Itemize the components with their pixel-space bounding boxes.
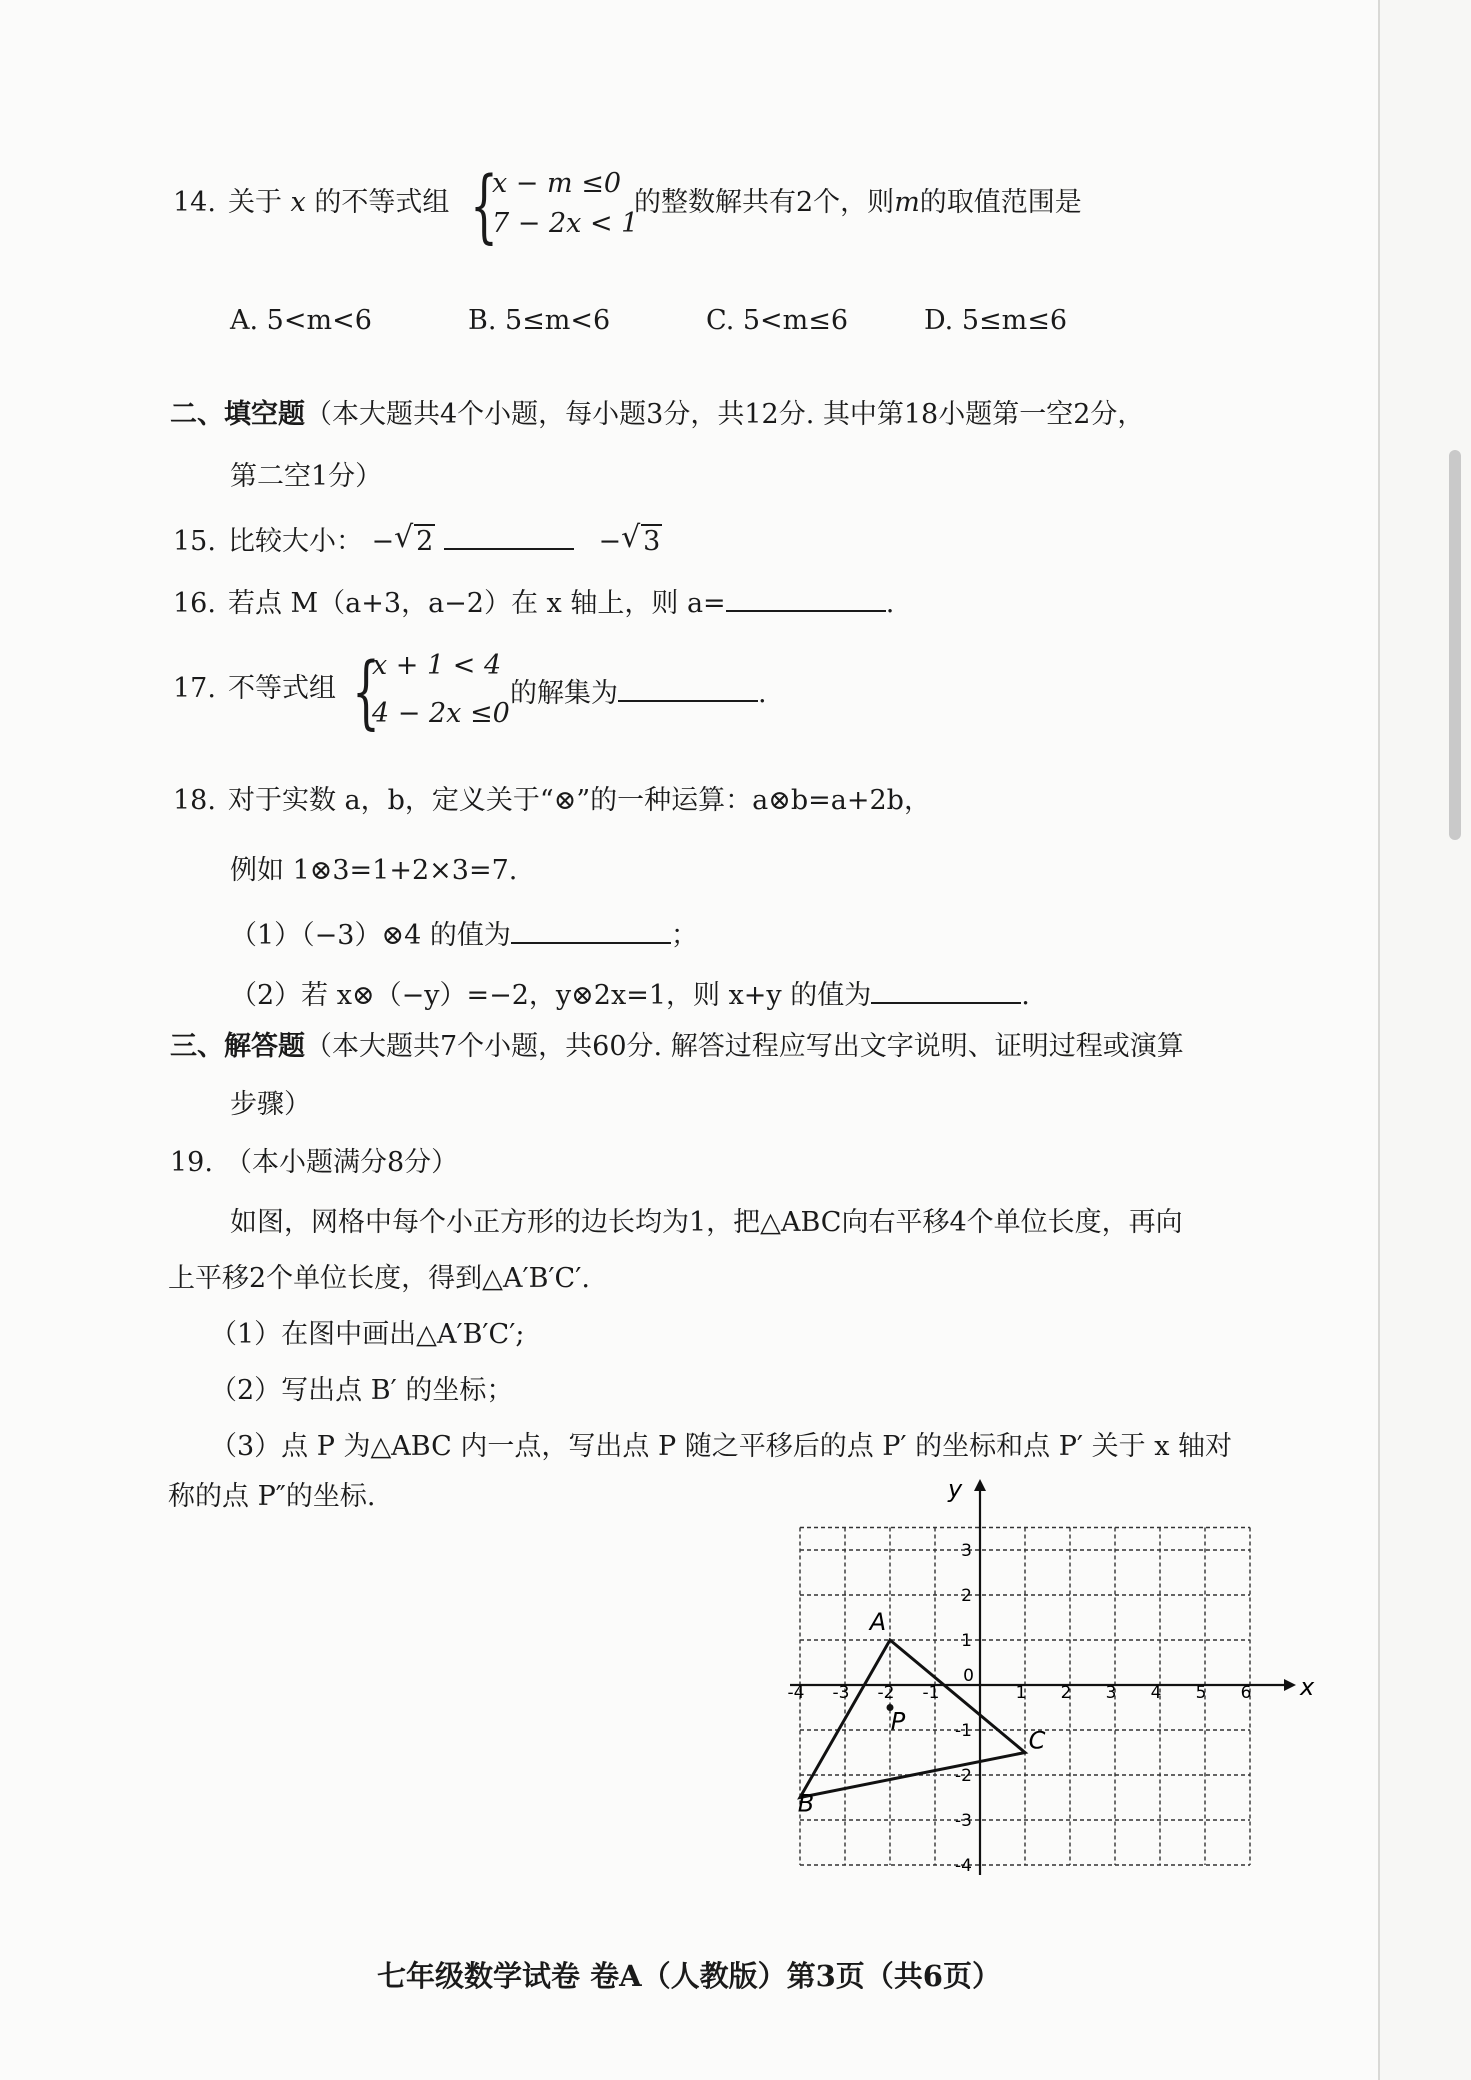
point-label-b: B	[797, 1789, 815, 1818]
q16: 16. 若点 M（a+3，a−2）在 x 轴上，则 a= .	[173, 582, 894, 621]
q14-option-d: D. 5≤m≤6	[924, 305, 1068, 336]
q17-answer-blank[interactable]	[618, 672, 758, 702]
q15-answer-blank[interactable]	[444, 520, 574, 550]
q19-part2: （2）写出点 B′ 的坐标；	[210, 1375, 514, 1406]
q14-option-b: B. 5≤m<6	[468, 305, 611, 336]
tick-labels	[788, 1541, 1252, 1876]
x-axis-arrow-icon	[1284, 1679, 1296, 1691]
coordinate-grid-figure	[787, 1475, 1315, 1895]
q17-tail: 的解集为 .	[510, 672, 767, 711]
y-tick-label: -2	[955, 1766, 972, 1786]
scrollbar-thumb[interactable]	[1449, 450, 1461, 840]
q18-part1: （1）（−3）⊗4 的值为 ；	[230, 914, 698, 953]
sqrt-2: √ 2	[394, 520, 434, 557]
y-axis-label: y	[948, 1475, 963, 1503]
q19-para1: 如图，网格中每个小正方形的边长均为1，把△ABC向右平移4个单位长度，再向	[230, 1207, 1183, 1238]
y-tick-label: 1	[961, 1631, 972, 1651]
x-tick-label: 3	[1105, 1683, 1117, 1703]
q14-stem: 14. 关于 x 的不等式组	[173, 187, 450, 218]
point-label-p: P	[890, 1707, 906, 1736]
section2-header: 二、填空题（本大题共4个小题，每小题3分，共12分. 其中第18小题第一空2分，	[170, 399, 1145, 430]
x-tick-label: -3	[832, 1683, 850, 1703]
y-tick-label: -3	[955, 1811, 972, 1831]
y-tick-label: 2	[961, 1586, 972, 1606]
point-label-c: C	[1028, 1726, 1046, 1755]
q16-answer-blank[interactable]	[726, 582, 886, 612]
q15: 15. 比较大小： − √ 2 − √ 3	[173, 520, 661, 557]
q17-stem: 17. 不等式组	[173, 673, 336, 704]
y-tick-label: 3	[961, 1541, 972, 1561]
q19-part3-cont: 称的点 P″的坐标.	[168, 1481, 376, 1512]
y-tick-label: -4	[955, 1856, 972, 1876]
x-tick-label: -4	[787, 1683, 805, 1703]
q19-para2: 上平移2个单位长度，得到△A′B′C′.	[168, 1263, 590, 1294]
q19-header: 19. （本小题满分8分）	[170, 1147, 459, 1178]
q14-options	[230, 304, 1067, 338]
section2-header-cont: 第二空1分）	[230, 461, 383, 492]
triangle-outline	[800, 1640, 1025, 1798]
x-tick-label: -1	[922, 1683, 940, 1703]
q14-tail: 的整数解共有2个，则m的取值范围是	[634, 187, 1082, 218]
x-tick-label: 6	[1240, 1683, 1252, 1703]
sqrt-3: √ 3	[621, 520, 661, 557]
x-tick-label: 2	[1060, 1683, 1072, 1703]
section3-header-cont: 步骤）	[230, 1089, 311, 1120]
q18-part2: （2）若 x⊗（−y）=−2，y⊗2x=1，则 x+y 的值为 .	[230, 974, 1030, 1013]
q18-example: 例如 1⊗3=1+2×3=7.	[230, 855, 518, 886]
q19-part3: （3）点 P 为△ABC 内一点，写出点 P 随之平移后的点 P′ 的坐标和点 P′ 关于 x 轴对	[210, 1431, 1233, 1462]
x-tick-label: 4	[1150, 1683, 1162, 1703]
origin-label: 0	[963, 1666, 974, 1686]
x-tick-label: 1	[1015, 1683, 1027, 1703]
q18-part1-blank[interactable]	[511, 914, 671, 944]
section3-header: 三、解答题（本大题共7个小题，共60分. 解答过程应写出文字说明、证明过程或演算	[170, 1031, 1184, 1062]
page-footer: 七年级数学试卷 卷A（人教版）第3页（共6页）	[377, 1959, 1001, 1993]
page-edge	[1378, 0, 1380, 2080]
point-label-a: A	[869, 1608, 887, 1636]
q19-part1: （1）在图中画出△A′B′C′;	[210, 1319, 525, 1350]
x-axis-label: x	[1300, 1673, 1315, 1701]
q14-option-a: A. 5<m<6	[230, 305, 372, 336]
q18-part2-blank[interactable]	[871, 974, 1021, 1004]
exam-page: 14. 关于 x 的不等式组 { x − m ≤0 7 − 2x < 1 的整数解共有2个，则m的取值范围是 A. 5<m<6 B. 5≤m<6 C. 5<m≤6 D. 5≤m≤6 二、填空题（本大题共4个小题，每小题3分，共12分. 其中第18小题第一空2分， 第二空1分） 15. 比较大小： − √ 2 − √ 3 16. 若点 M（a+3，a−2）在 x 轴上，则 a= . 17. 不等式组 { x + 1 < 4 4 − 2x ≤0 的解集为 . 18. 对于实数 a，b，定义关于“⊗”的一种运算：a⊗b=a+2b， 例如 1⊗3=1+2×3=7. （1）（−3）⊗4 的值为 ； （2）若 x⊗（−y）=−2，y⊗2x=1，则 x+y 的值为 . 三、解答题（本大题共7个小题，共60分. 解答过程应写出文字说明、证明过程或演算 步骤） 19. （本小题满分8分） 如图，网格中每个小正方形的边长均为1，把△ABC向右平移4个单位长度，再向 上平移2个单位长度，得到△A′B′C′. （1）在图中画出△A′B′C′; （2）写出点 B′ 的坐标； （3）点 P 为△ABC 内一点，写出点 P 随之平移后的点 P′ 的坐标和点 P′ 关于 x 轴对 称的点 P″的坐标. x y 0 -4 -3 -2 -1 1 2 3 4 5 6 3 2 1 -1 -2 -3 -4 A B C P 七年级数学试卷 卷A（人教版）第3页（共6页）	[0, 0, 1378, 2080]
y-axis-arrow-icon	[974, 1479, 986, 1491]
x-tick-label: 5	[1195, 1683, 1207, 1703]
q18-stem: 18. 对于实数 a，b，定义关于“⊗”的一种运算：a⊗b=a+2b，	[173, 785, 931, 816]
x-tick-label: -2	[877, 1683, 895, 1703]
q14-option-c: C. 5<m≤6	[706, 305, 849, 336]
y-tick-label: -1	[955, 1721, 972, 1741]
